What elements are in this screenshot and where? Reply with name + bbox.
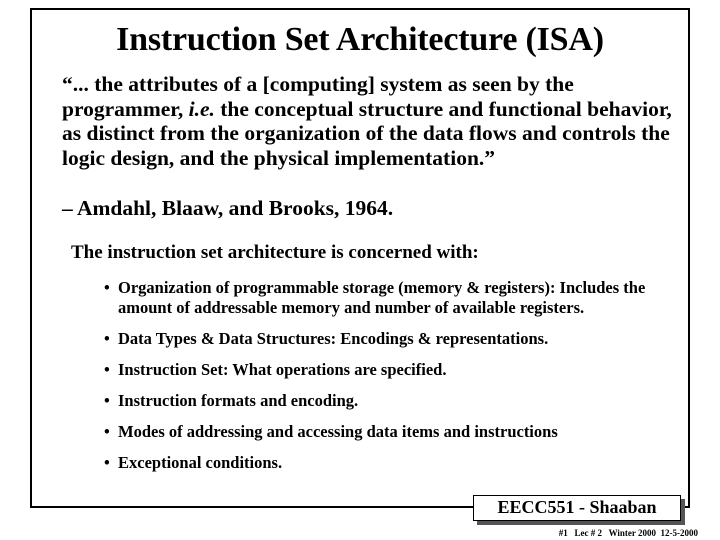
quote-text-start: “... the attributes of a [computing] system as seen by the programmer,: [62, 72, 574, 121]
bullet-item: [104, 391, 684, 411]
bullet-dot-icon: •: [104, 329, 110, 348]
bullet-list: [104, 278, 684, 473]
quote-text-end: the conceptual structure and functional behavior, as distinct from the organization of the data flows and controls the logic design, and the physical implementation.”: [62, 96, 672, 170]
quote-emphasis: i.e.: [188, 96, 215, 121]
bullet-dot-icon: •: [104, 360, 110, 379]
bullet-text: Modes of addressing and accessing data items and instructions: [118, 422, 558, 441]
bullet-text: Instruction Set: What operations are specified.: [118, 360, 447, 379]
bullet-dot-icon: •: [104, 422, 110, 441]
bullet-dot-icon: •: [104, 278, 110, 297]
bullet-text: Data Types & Data Structures: Encodings & representations.: [118, 329, 549, 348]
slide-title: Instruction Set Architecture (ISA): [116, 21, 604, 58]
bullet-dot-icon: •: [104, 391, 110, 410]
bullet-text: Instruction formats and encoding.: [118, 391, 359, 410]
badge-label: EECC551 - Shaaban: [473, 495, 681, 521]
bullet-dot-icon: •: [104, 453, 110, 472]
bullet-item: [104, 278, 684, 318]
bullet-item: [104, 422, 684, 442]
quote-attribution: – Amdahl, Blaaw, and Brooks, 1964.: [62, 196, 394, 220]
definition-quote: [62, 72, 672, 170]
intro-text: The instruction set architecture is concerned with:: [71, 242, 479, 263]
bullet-item: [104, 329, 684, 349]
bullet-text: Organization of programmable storage (memory & registers): Includes the amount of addressable memory and number of available registers.: [118, 278, 646, 317]
bullet-item: [104, 360, 684, 380]
bullet-text: Exceptional conditions.: [118, 453, 283, 472]
bullet-item: [104, 453, 684, 473]
course-badge: [473, 495, 685, 525]
slide-footer: #1 Lec # 2 Winter 2000 12-5-2000: [558, 528, 698, 538]
